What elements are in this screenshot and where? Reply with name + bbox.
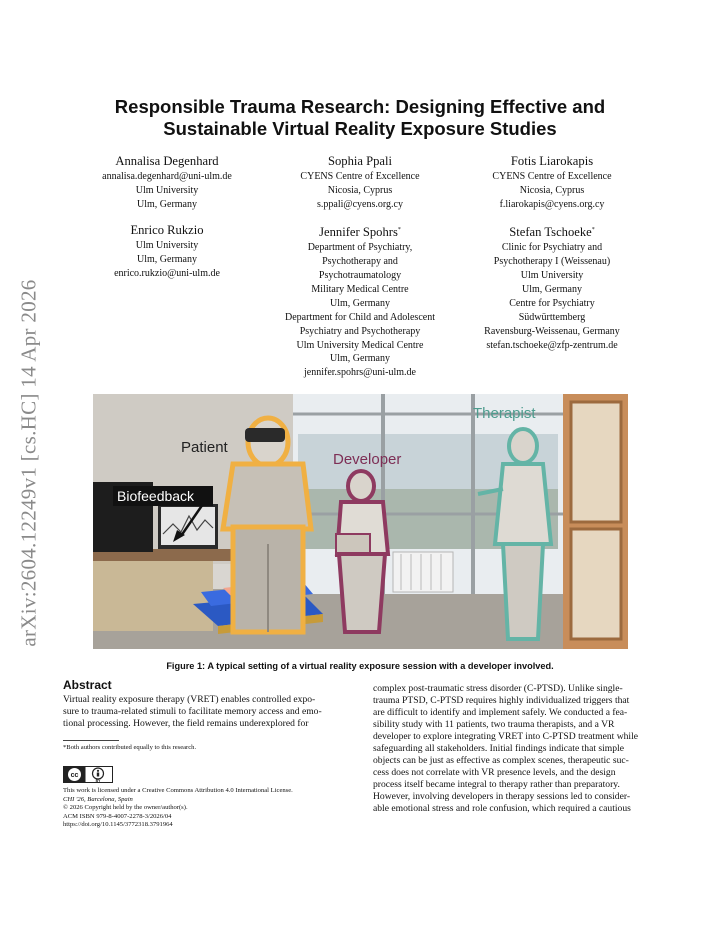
- abstract-line: are difficult to identify and implement safely. We conducted a fea-: [373, 707, 628, 718]
- author-email: enrico.rukzio@uni-ulm.de: [114, 267, 220, 279]
- figure-1-illustration: [93, 394, 628, 649]
- copyright: © 2026 Copyright held by the owner/author(s).: [63, 804, 188, 812]
- equal-contribution-mark: *: [591, 227, 595, 233]
- author-name-text: Stefan Tschoeke: [509, 225, 592, 240]
- abstract-line: tional processing. However, the field remains underexplored for: [63, 718, 309, 729]
- author-affiliation: Ulm University Medical Centre: [296, 339, 424, 351]
- author-name: Sophia Ppali: [327, 154, 393, 168]
- author-block: [457, 153, 647, 212]
- author-affiliation: Psychotherapy I (Weissenau): [493, 256, 611, 268]
- cc-by-license-badge[interactable]: [63, 766, 113, 783]
- title-line-2: Sustainable Virtual Reality Exposure Studies: [163, 118, 557, 139]
- author-location: Nicosia, Cyprus: [519, 184, 585, 196]
- author-block: [457, 222, 647, 352]
- author-affiliation: Department of Psychiatry,: [307, 242, 413, 254]
- abstract-line: complex post-traumatic stress disorder (C-PTSD). Unlike single-: [373, 683, 623, 694]
- author-name: Annalisa Degenhard: [115, 154, 219, 168]
- author-affiliation: Psychotraumatology: [318, 270, 402, 281]
- wooden-cabinet: [563, 394, 628, 649]
- equal-contribution-mark: *: [397, 227, 401, 233]
- abstract-line: However, involving developers in therapy sessions led to consider-: [373, 791, 631, 802]
- author-email: jennifer.spohrs@uni-ulm.de: [304, 367, 416, 379]
- author-affiliation: Centre for Psychiatry: [509, 297, 595, 309]
- author-affiliation: Psychiatry and Psychotherapy: [299, 325, 421, 337]
- author-email: annalisa.degenhard@uni-ulm.de: [102, 171, 232, 182]
- author-email: f.liarokapis@cyens.org.cy: [499, 198, 605, 210]
- label-developer: Developer: [333, 451, 402, 468]
- figure-caption: Figure 1: A typical setting of a virtual reality exposure session with a developer involved.: [166, 661, 554, 671]
- cc-badge-left: cc: [70, 772, 79, 780]
- author-name: [265, 222, 455, 241]
- abstract-line: developer to explore integrating VRET into C-PTSD treatment while: [373, 731, 639, 742]
- label-patient: Patient: [181, 439, 228, 456]
- author-location: Ulm, Germany: [522, 283, 582, 295]
- author-affiliation: Ulm University: [135, 184, 199, 196]
- author-location: Ulm, Germany: [330, 297, 390, 309]
- abstract-line: sibility study with 11 patients, two trauma therapists, and a VR: [373, 719, 615, 730]
- author-block: [265, 222, 455, 380]
- author-affiliation: Südwürttemberg: [518, 311, 586, 323]
- author-name: Enrico Rukzio: [130, 223, 204, 237]
- author-affiliation: Ulm University: [520, 270, 584, 281]
- doi-link[interactable]: https://doi.org/10.1145/3772318.3791964: [63, 821, 173, 829]
- author-block: [72, 153, 262, 212]
- author-block: [72, 222, 262, 281]
- paper-title: [90, 96, 630, 140]
- radiator: [393, 552, 453, 592]
- author-affiliation: CYENS Centre of Excellence: [300, 171, 420, 182]
- author-name: Fotis Liarokapis: [510, 154, 594, 168]
- license-text: This work is licensed under a Creative Commons Attribution 4.0 International License.: [63, 787, 293, 794]
- abstract-line: able emotional stress and role confusion, which required a cautious: [373, 803, 631, 814]
- arxiv-id: arXiv:2604.12249v1 [cs.HC] 14 Apr 2026: [16, 279, 41, 647]
- abstract-line: cess does not correlate with VR presence levels, and the design: [373, 767, 616, 778]
- author-affiliation: Military Medical Centre: [311, 283, 409, 295]
- author-affiliation: Department for Child and Adolescent: [285, 311, 435, 323]
- author-affiliation: CYENS Centre of Excellence: [492, 171, 612, 182]
- license-block: [63, 787, 353, 830]
- author-name: [457, 222, 647, 241]
- abstract-line: trauma PTSD, C-PTSD requires highly individualized triggers that: [373, 695, 630, 706]
- venue: CHI '26, Barcelona, Spain: [63, 795, 133, 803]
- abstract-line: Virtual reality exposure therapy (VRET) enables controlled expo-: [63, 694, 316, 705]
- abstract-line: process itself became integral to therapy rather than preparatory.: [373, 779, 620, 790]
- author-location: Ravensburg-Weissenau, Germany: [484, 325, 620, 337]
- author-email: stefan.tschoeke@zfp-zentrum.de: [486, 339, 618, 351]
- footnote-text: *Both authors contributed equally to this research.: [63, 744, 197, 751]
- abstract-line: sure to trauma-related stimuli to facilitate memory access and emo-: [63, 706, 322, 717]
- abstract-heading: Abstract: [63, 678, 112, 692]
- footnote: [63, 744, 353, 753]
- abstract-line: objects can be just as effective as complex scenes, therapeutic suc-: [373, 755, 629, 766]
- cc-badge-right: BY: [95, 779, 101, 783]
- author-affiliation: Psychotherapy and: [322, 256, 398, 268]
- author-email: s.ppali@cyens.org.cy: [317, 198, 403, 210]
- arxiv-stamp: [14, 258, 44, 668]
- author-affiliation: Clinic for Psychiatry and: [501, 242, 603, 254]
- author-block: [265, 153, 455, 212]
- abstract-right-column: [373, 683, 663, 815]
- abstract-line: safeguarding all stakeholders. Initial findings indicate that simple: [373, 743, 624, 754]
- label-therapist: Therapist: [473, 405, 536, 422]
- label-biofeedback: Biofeedback: [117, 488, 195, 504]
- author-location: Ulm, Germany: [137, 198, 197, 210]
- author-affiliation: Ulm University: [135, 240, 199, 251]
- abstract-left-column: [63, 679, 353, 730]
- isbn: ACM ISBN 979-8-4007-2278-3/2026/04: [63, 812, 172, 820]
- author-name-text: Jennifer Spohrs: [319, 225, 398, 240]
- author-location: Nicosia, Cyprus: [327, 184, 393, 196]
- author-location: Ulm, Germany: [330, 353, 390, 365]
- author-location: Ulm, Germany: [137, 253, 197, 265]
- footnote-rule: [63, 740, 119, 741]
- title-line-1: Responsible Trauma Research: Designing Effective and: [114, 96, 606, 117]
